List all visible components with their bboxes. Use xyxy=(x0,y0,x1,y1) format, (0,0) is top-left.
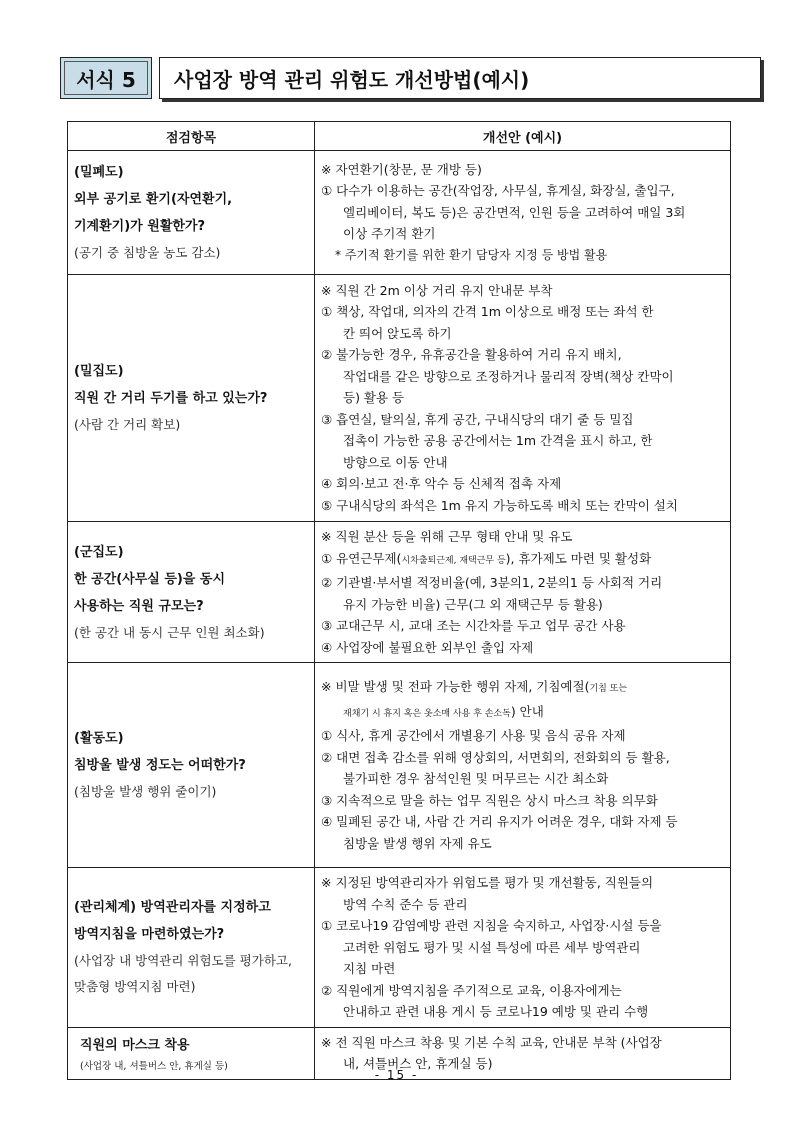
improvement-cell xyxy=(315,868,731,1028)
improvement-line: ④ 사업장에 불필요한 외부인 출입 자제 xyxy=(321,639,534,655)
check-item-question: 방역지침을 마련하였는가? xyxy=(74,927,225,943)
improvement-line: ※ 자연환기(창문, 문 개방 등) xyxy=(321,161,482,177)
check-item-question: 침방울 발생 정도는 어떠한가? xyxy=(74,758,246,773)
improvement-line: ② 기관별·부서별 적정비율(예, 3분의1, 2분의1 등 사회적 거리 xyxy=(321,575,663,590)
check-item-label: 직원의 마스크 착용 xyxy=(80,1037,190,1053)
improvement-line: ③ 지속적으로 말을 하는 업무 직원은 상시 마스크 착용 의무화 xyxy=(321,792,658,808)
improvement-line: ※ 직원 분산 등을 위해 근무 형태 안내 및 유도 xyxy=(321,529,573,544)
check-item-goal: (공기 중 침방울 농도 감소) xyxy=(74,245,221,260)
improvement-line: ④ 회의·보고 전·후 악수 등 신체적 접촉 자제 xyxy=(321,476,562,492)
improvement-cell xyxy=(315,275,731,522)
improvement-line: 유지 가능한 비율) 근무(그 외 재택근무 등 활용) xyxy=(343,596,603,612)
improvement-line: ① 식사, 휴게 공간에서 개별용기 사용 및 음식 공유 자제 xyxy=(321,728,626,743)
improvement-line xyxy=(321,701,724,726)
improvement-line: ③ 흡연실, 탈의실, 휴게 공간, 구내식당의 대기 줄 등 밀집 xyxy=(321,411,634,427)
improvement-line: 침방울 발생 행위 자제 유도 xyxy=(343,835,492,851)
check-item-label: (관리체계) 방역관리자를 지정하고 xyxy=(74,900,271,916)
check-item-cell xyxy=(68,522,315,663)
check-item-goal: (사람 간 거리 확보) xyxy=(74,417,181,432)
page-number: - 15 - xyxy=(374,1068,419,1082)
improvement-line: 칸 띄어 앉도록 하기 xyxy=(343,325,452,341)
improvement-line: ※ 전 직원 마스크 착용 및 기본 수칙 교육, 안내문 부착 (사업장 xyxy=(321,1034,662,1050)
improvement-small-text: 기침 또는 xyxy=(589,684,628,694)
table-row xyxy=(68,868,731,1028)
form-number-badge xyxy=(60,57,152,99)
improvement-text: ※ 비말 발생 및 전파 가능한 행위 자제, 기침예절( xyxy=(321,679,590,694)
col-header-check-item: 점검항목 xyxy=(68,122,315,151)
check-item-cell xyxy=(68,868,315,1028)
improvement-line: 내, 셔틀버스 안, 휴게실 등) xyxy=(343,1056,493,1071)
improvement-text: ) 안내 xyxy=(510,703,544,719)
improvement-note: * 주기적 환기를 위한 환기 담당자 지정 등 방법 활용 xyxy=(335,247,608,262)
table-row xyxy=(68,663,731,868)
check-item-goal: 맞춤형 방역지침 마련) xyxy=(74,979,196,995)
page-title: 사업장 방역 관리 위험도 개선방법(예시) xyxy=(159,57,761,99)
check-item-question: 외부 공기로 환기(자연환기, xyxy=(74,192,233,207)
improvement-cell xyxy=(315,151,731,275)
check-item-question: 사용하는 직원 규모는? xyxy=(74,598,204,614)
improvement-line: 등) 활용 등 xyxy=(343,390,405,406)
improvement-line: 이상 주기적 환기 xyxy=(343,226,436,242)
form-header xyxy=(60,57,761,101)
improvement-line: ※ 지정된 방역관리자가 위험도를 평가 및 개선활동, 직원들의 xyxy=(321,875,654,890)
check-item-label: (밀집도) xyxy=(74,364,124,379)
improvement-line xyxy=(321,676,724,701)
improvement-table xyxy=(67,121,731,1080)
improvement-line: ② 불가능한 경우, 유휴공간을 활용하여 거리 유지 배치, xyxy=(321,347,622,363)
improvement-line: 지침 마련 xyxy=(343,961,396,976)
improvement-line: ① 코로나19 감염예방 관련 지침을 숙지하고, 사업장·시설 등을 xyxy=(321,918,662,933)
improvement-line: 고려한 위험도 평가 및 시설 특성에 따른 세부 방역관리 xyxy=(343,939,641,955)
check-item-goal: (사업장 내 방역관리 위험도를 평가하고, xyxy=(74,953,292,969)
improvement-text: ), 휴가제도 마련 및 활성화 xyxy=(505,550,652,566)
improvement-cell xyxy=(315,663,731,868)
improvement-line: 접촉이 가능한 공용 공간에서는 1m 간격을 표시 하고, 한 xyxy=(343,433,653,449)
improvement-line: ⑤ 구내식당의 좌석은 1m 유지 가능하도록 배치 또는 칸막이 설치 xyxy=(321,497,678,513)
check-item-question: 한 공간(사무실 등)을 동시 xyxy=(74,571,226,587)
improvement-line: ② 대면 접촉 감소를 위해 영상회의, 서면회의, 전화회의 등 활용, xyxy=(321,749,670,765)
improvement-line: 방역 수칙 준수 등 관리 xyxy=(343,896,468,912)
col-header-improvement: 개선안 (예시) xyxy=(315,122,731,151)
improvement-line: 안내하고 관련 내용 게시 등 코로나19 예방 및 관리 수행 xyxy=(343,1004,649,1019)
improvement-line: ① 책상, 작업대, 의자의 간격 1m 이상으로 배정 또는 좌석 한 xyxy=(321,304,654,320)
improvement-small-text: 시차출퇴근제, 재택근무 등 xyxy=(401,555,506,566)
check-item-label: (군집도) xyxy=(74,544,124,560)
improvement-line: ※ 직원 간 2m 이상 거리 유지 안내문 부착 xyxy=(321,282,553,298)
check-item-label: (활동도) xyxy=(74,731,124,746)
improvement-line xyxy=(321,548,724,573)
improvement-line: 방향으로 이동 안내 xyxy=(343,454,448,470)
improvement-text: ① 유연근무제( xyxy=(321,550,402,566)
improvement-line: 작업대를 같은 방향으로 조정하거나 물리적 장벽(책상 칸막이 xyxy=(343,368,674,384)
improvement-cell xyxy=(315,522,731,663)
check-item-cell xyxy=(68,151,315,275)
check-item-label: (밀폐도) xyxy=(74,165,124,180)
table-row xyxy=(68,522,731,663)
check-item-question: 기계환기)가 원활한가? xyxy=(74,219,206,234)
check-item-question: 직원 간 거리 두기를 하고 있는가? xyxy=(74,391,268,406)
improvement-line: ③ 교대근무 시, 교대 조는 시간차를 두고 업무 공간 사용 xyxy=(321,618,626,633)
improvement-line: ④ 밀폐된 공간 내, 사람 간 거리 유지가 어려운 경우, 대화 자제 등 xyxy=(321,814,678,829)
improvement-small-text: 재채기 시 휴지 혹은 옷소매 사용 후 손소독 xyxy=(343,708,511,719)
check-item-goal: (사업장 내, 셔틀버스 안, 휴게실 등) xyxy=(80,1060,228,1072)
check-item-cell xyxy=(68,275,315,522)
check-item-goal: (한 공간 내 동시 근무 인원 최소화) xyxy=(74,624,265,640)
form-number: 서식 5 xyxy=(76,67,136,92)
improvement-line: 불가피한 경우 참석인원 및 머무르는 시간 최소화 xyxy=(343,771,609,786)
check-item-cell xyxy=(68,663,315,868)
improvement-line: ① 다수가 이용하는 공간(작업장, 사무실, 휴게실, 화장실, 출입구, xyxy=(321,183,675,199)
check-item-goal: (침방울 발생 행위 줄이기) xyxy=(74,784,217,799)
table-row xyxy=(68,275,731,522)
improvement-line: 엘리베이터, 복도 등)은 공간면적, 인원 등을 고려하여 매일 3회 xyxy=(343,204,686,220)
table-row xyxy=(68,151,731,275)
improvement-line: ② 직원에게 방역지침을 주기적으로 교육, 이용자에게는 xyxy=(321,982,622,998)
table-header-row xyxy=(68,122,731,151)
